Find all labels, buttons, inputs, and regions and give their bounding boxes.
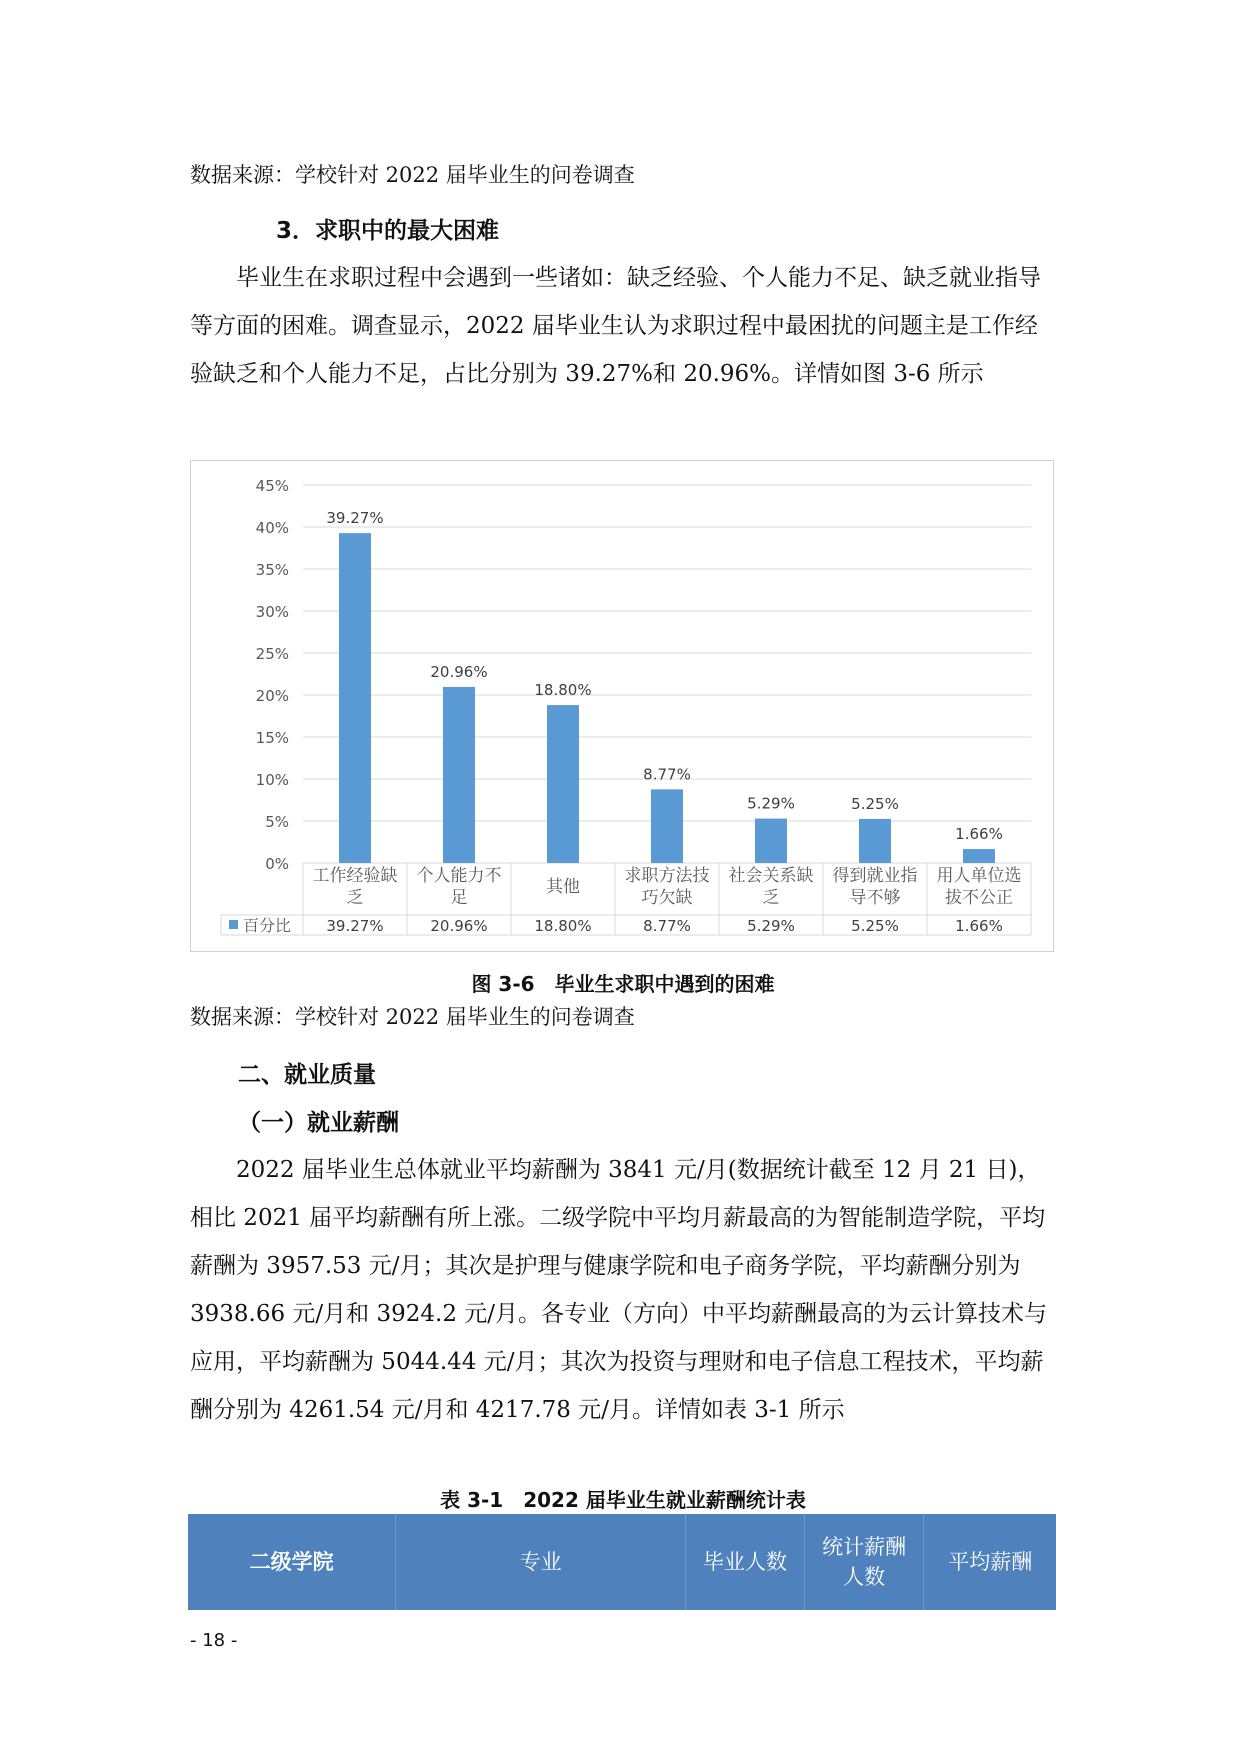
y-tick-label: 35% <box>255 561 289 579</box>
y-tick-label: 5% <box>265 813 289 831</box>
th-graduates: 毕业人数 <box>686 1514 805 1610</box>
data-table-value: 8.77% <box>643 917 691 935</box>
x-tick-label: 用人单位选 <box>936 866 1022 886</box>
x-tick-label: 其他 <box>546 877 580 897</box>
th-college: 二级学院 <box>188 1514 396 1610</box>
x-tick-label: 个人能力不 <box>416 866 502 886</box>
source-note-top: 数据来源：学校针对 2022 届毕业生的问卷调查 <box>190 163 635 187</box>
data-label: 1.66% <box>955 825 1003 844</box>
data-table-value: 5.25% <box>851 917 899 935</box>
x-tick-label: 乏 <box>346 888 364 908</box>
bar <box>339 533 371 863</box>
data-label: 20.96% <box>430 662 488 681</box>
table-caption: 表 3-1 2022 届毕业生就业薪酬统计表 <box>440 1488 806 1512</box>
y-tick-label: 0% <box>265 855 289 873</box>
source-note-bottom: 数据来源：学校针对 2022 届毕业生的问卷调查 <box>190 1005 635 1029</box>
x-tick-label: 拔不公正 <box>945 888 1013 908</box>
page-number: - 18 - <box>190 1630 238 1651</box>
data-table-value: 20.96% <box>430 917 488 935</box>
x-tick-label: 得到就业指 <box>832 866 918 886</box>
bar-chart <box>191 461 1053 951</box>
bar <box>963 849 995 863</box>
x-tick-label: 巧欠缺 <box>641 888 693 908</box>
chart-caption: 图 3-6 毕业生求职中遇到的困难 <box>471 972 775 996</box>
data-table-value: 39.27% <box>326 917 384 935</box>
y-tick-label: 15% <box>255 729 289 747</box>
y-tick-label: 20% <box>255 687 289 705</box>
x-tick-label: 导不够 <box>849 888 901 908</box>
paragraph-difficulty: 毕业生在求职过程中会遇到一些诸如：缺乏经验、个人能力不足、缺乏就业指导等方面的困难。调查显示，2022 届毕业生认为求职过程中最困扰的问题主是工作经验缺乏和个人能力不足，占比分别为 39.27%和 20.96%。详情如图 3-6 所示 <box>190 265 1041 387</box>
data-label: 39.27% <box>326 509 384 528</box>
x-tick-label: 足 <box>450 888 468 908</box>
data-table-value: 18.80% <box>534 917 592 935</box>
th-major: 专业 <box>396 1514 686 1610</box>
y-tick-label: 45% <box>255 477 289 495</box>
section-heading-difficulty: 3．求职中的最大困难 <box>276 218 500 244</box>
data-label: 5.25% <box>851 794 899 813</box>
th-salary-count: 统计薪酬人数 <box>805 1514 925 1610</box>
x-tick-label: 工作经验缺 <box>312 866 398 886</box>
section-heading-salary: （一）就业薪酬 <box>238 1110 399 1136</box>
x-tick-label: 求职方法技 <box>624 866 710 886</box>
x-tick-label: 乏 <box>762 888 780 908</box>
section-heading-quality: 二、就业质量 <box>238 1062 376 1088</box>
y-tick-label: 10% <box>255 771 289 789</box>
y-tick-label: 30% <box>255 603 289 621</box>
data-label: 18.80% <box>534 681 592 700</box>
bar <box>547 705 579 863</box>
salary-table-header <box>188 1514 1056 1610</box>
data-label: 5.29% <box>747 794 795 813</box>
legend-swatch <box>229 920 238 929</box>
paragraph-salary: 2022 届毕业生总体就业平均薪酬为 3841 元/月(数据统计截至 12 月 21 日)，相比 2021 届平均薪酬有所上涨。二级学院中平均月薪最高的为智能制造学院，平均薪酬为 3957.53 元/月；其次是护理与健康学院和电子商务学院，平均薪酬分别为 3938.66 元/月和 3924.2 元/月。各专业（方向）中平均薪酬最高的为云计算技术与应用，平均薪酬为 5044.44 元/月；其次为投资与理财和电子信息工程技术，平均薪酬分别为 4261.54 元/月和 4217.78 元/月。详情如表 3-1 所示 <box>190 1157 1048 1423</box>
y-tick-label: 25% <box>255 645 289 663</box>
bar <box>755 819 787 863</box>
data-table-value: 1.66% <box>955 917 1003 935</box>
bar <box>859 819 891 863</box>
th-average-salary: 平均薪酬 <box>948 1550 1033 1574</box>
x-tick-label: 社会关系缺 <box>728 866 814 886</box>
bar <box>651 789 683 863</box>
y-tick-label: 40% <box>255 519 289 537</box>
data-label: 8.77% <box>643 765 691 784</box>
chart-container <box>190 460 1054 952</box>
legend-label: 百分比 <box>243 916 292 935</box>
bar <box>443 687 475 863</box>
data-table-value: 5.29% <box>747 917 795 935</box>
